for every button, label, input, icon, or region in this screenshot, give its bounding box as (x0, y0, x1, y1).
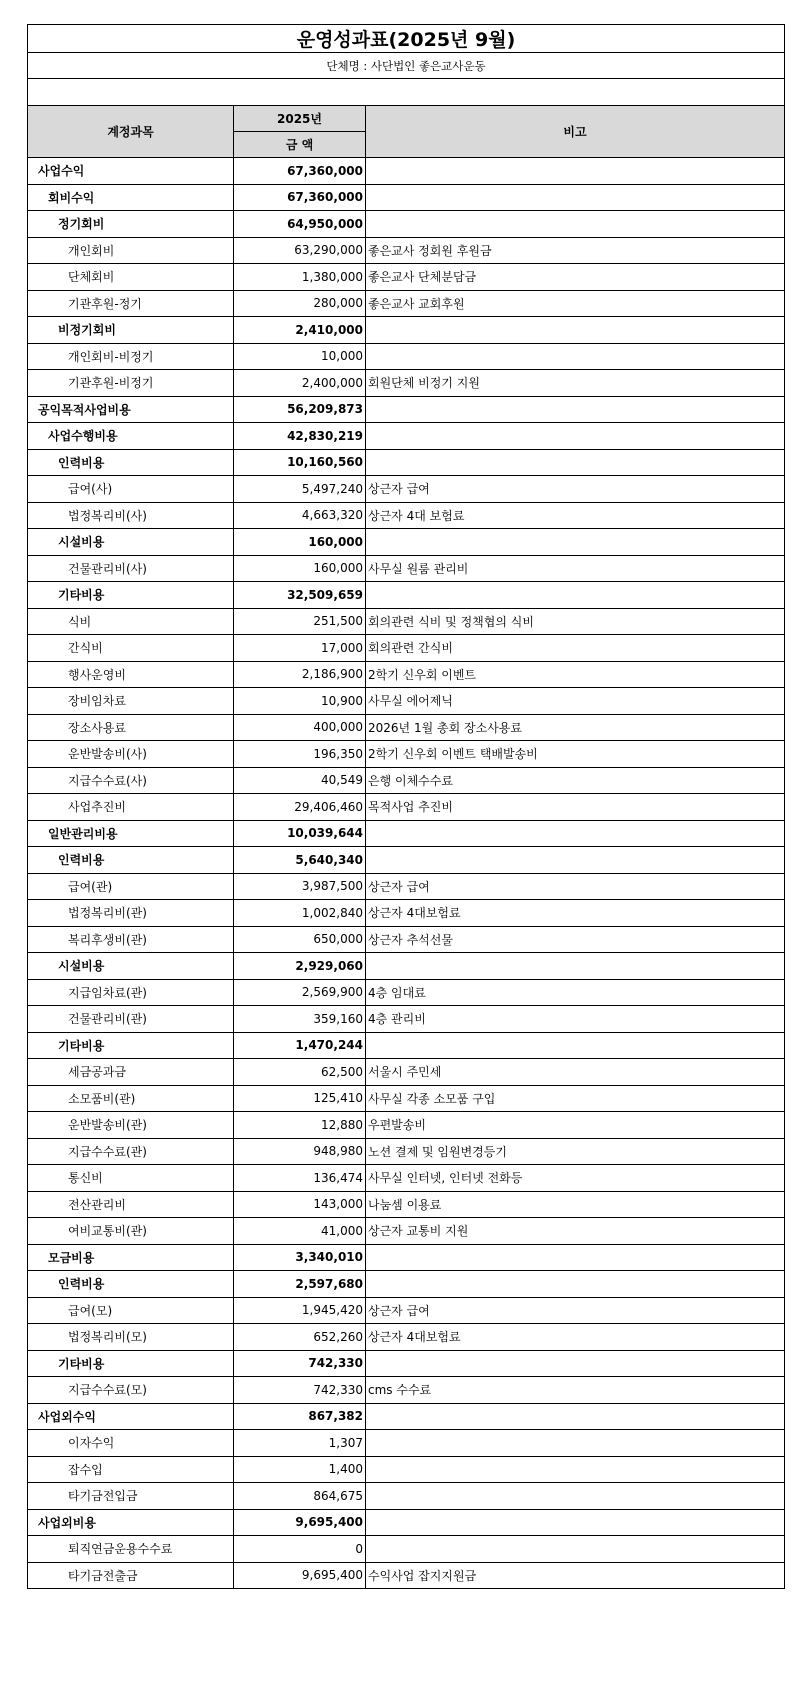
account-amount: 1,945,420 (234, 1297, 366, 1324)
header-amount: 금 액 (234, 132, 366, 158)
account-name: 운반발송비(관) (28, 1112, 234, 1139)
account-amount: 67,360,000 (234, 184, 366, 211)
account-name: 전산관리비 (28, 1191, 234, 1218)
account-name: 급여(관) (28, 873, 234, 900)
account-amount: 9,695,400 (234, 1509, 366, 1536)
report-title: 운영성과표(2025년 9월) (28, 25, 785, 53)
account-amount: 742,330 (234, 1377, 366, 1404)
account-note: 상근자 급여 (366, 873, 785, 900)
table-row (28, 237, 785, 264)
header-note: 비고 (366, 106, 785, 158)
table-row (28, 158, 785, 185)
table-row (28, 370, 785, 397)
account-name: 잡수입 (28, 1456, 234, 1483)
account-amount: 2,597,680 (234, 1271, 366, 1298)
account-amount: 10,000 (234, 343, 366, 370)
table-row (28, 423, 785, 450)
account-amount: 280,000 (234, 290, 366, 317)
table-row (28, 926, 785, 953)
account-note: 상근자 4대보험료 (366, 900, 785, 927)
table-row (28, 1324, 785, 1351)
account-amount: 1,002,840 (234, 900, 366, 927)
account-note (366, 529, 785, 556)
table-row (28, 184, 785, 211)
account-note: 4층 임대료 (366, 979, 785, 1006)
account-name: 기관후원-정기 (28, 290, 234, 317)
account-note (366, 582, 785, 609)
account-note: 상근자 급여 (366, 1297, 785, 1324)
account-note: 2학기 신우회 이벤트 택배발송비 (366, 741, 785, 768)
account-note: 사무실 원룸 관리비 (366, 555, 785, 582)
account-amount: 160,000 (234, 555, 366, 582)
header-year: 2025년 (234, 106, 366, 132)
account-amount: 0 (234, 1536, 366, 1563)
account-amount: 1,307 (234, 1430, 366, 1457)
account-amount: 1,400 (234, 1456, 366, 1483)
account-amount: 10,160,560 (234, 449, 366, 476)
account-amount: 160,000 (234, 529, 366, 556)
account-name: 기타비용 (28, 1032, 234, 1059)
account-note (366, 1403, 785, 1430)
account-note: 2026년 1월 총회 장소사용료 (366, 714, 785, 741)
account-note (366, 317, 785, 344)
account-name: 인력비용 (28, 1271, 234, 1298)
account-name: 일반관리비용 (28, 820, 234, 847)
account-name: 지급수수료(모) (28, 1377, 234, 1404)
table-row (28, 767, 785, 794)
account-name: 단체회비 (28, 264, 234, 291)
account-amount: 143,000 (234, 1191, 366, 1218)
account-name: 비정기회비 (28, 317, 234, 344)
table-row (28, 1112, 785, 1139)
account-name: 여비교통비(관) (28, 1218, 234, 1245)
account-name: 시설비용 (28, 529, 234, 556)
account-note: 상근자 교통비 지원 (366, 1218, 785, 1245)
account-amount: 41,000 (234, 1218, 366, 1245)
account-amount: 42,830,219 (234, 423, 366, 450)
account-note: cms 수수료 (366, 1377, 785, 1404)
table-row (28, 820, 785, 847)
account-note: 상근자 4대 보험료 (366, 502, 785, 529)
account-amount: 62,500 (234, 1059, 366, 1086)
account-name: 법정복리비(사) (28, 502, 234, 529)
table-row (28, 1191, 785, 1218)
account-amount: 867,382 (234, 1403, 366, 1430)
account-note (366, 1350, 785, 1377)
account-name: 사업수행비용 (28, 423, 234, 450)
account-name: 시설비용 (28, 953, 234, 980)
account-note (366, 1536, 785, 1563)
account-name: 건물관리비(관) (28, 1006, 234, 1033)
account-amount: 3,340,010 (234, 1244, 366, 1271)
account-note (366, 211, 785, 238)
account-amount: 67,360,000 (234, 158, 366, 185)
account-amount: 650,000 (234, 926, 366, 953)
account-name: 통신비 (28, 1165, 234, 1192)
account-name: 개인회비-비정기 (28, 343, 234, 370)
account-note: 목적사업 추진비 (366, 794, 785, 821)
account-amount: 1,470,244 (234, 1032, 366, 1059)
organization-name: 단체명 : 사단법인 좋은교사운동 (28, 53, 785, 79)
account-amount: 40,549 (234, 767, 366, 794)
header-account: 계정과목 (28, 106, 234, 158)
table-row (28, 1483, 785, 1510)
account-note (366, 1509, 785, 1536)
table-row (28, 211, 785, 238)
account-name: 이자수익 (28, 1430, 234, 1457)
table-row (28, 1297, 785, 1324)
account-name: 법정복리비(관) (28, 900, 234, 927)
account-note (366, 184, 785, 211)
account-note: 회의관련 간식비 (366, 635, 785, 662)
account-name: 사업추진비 (28, 794, 234, 821)
table-row (28, 873, 785, 900)
table-row (28, 396, 785, 423)
account-note: 은행 이체수수료 (366, 767, 785, 794)
account-name: 인력비용 (28, 449, 234, 476)
table-row (28, 1377, 785, 1404)
account-name: 기타비용 (28, 582, 234, 609)
table-row (28, 714, 785, 741)
table-row (28, 317, 785, 344)
account-note (366, 1430, 785, 1457)
account-amount: 63,290,000 (234, 237, 366, 264)
account-name: 식비 (28, 608, 234, 635)
operating-results-table (27, 24, 785, 1589)
account-note (366, 1271, 785, 1298)
account-note (366, 449, 785, 476)
account-note: 상근자 4대보험료 (366, 1324, 785, 1351)
account-amount: 12,880 (234, 1112, 366, 1139)
table-row (28, 1562, 785, 1589)
table-row (28, 900, 785, 927)
table-row (28, 1536, 785, 1563)
account-note: 우편발송비 (366, 1112, 785, 1139)
table-row (28, 1006, 785, 1033)
account-name: 건물관리비(사) (28, 555, 234, 582)
account-amount: 29,406,460 (234, 794, 366, 821)
table-row (28, 1218, 785, 1245)
table-row (28, 979, 785, 1006)
account-name: 지급임차료(관) (28, 979, 234, 1006)
account-amount: 2,569,900 (234, 979, 366, 1006)
account-amount: 10,039,644 (234, 820, 366, 847)
account-name: 지급수수료(사) (28, 767, 234, 794)
account-name: 기관후원-비정기 (28, 370, 234, 397)
table-row (28, 1350, 785, 1377)
account-name: 법정복리비(모) (28, 1324, 234, 1351)
account-name: 지급수수료(관) (28, 1138, 234, 1165)
table-row (28, 449, 785, 476)
table-row (28, 1085, 785, 1112)
account-note: 2학기 신우회 이벤트 (366, 661, 785, 688)
account-note (366, 1483, 785, 1510)
table-row (28, 1456, 785, 1483)
account-note (366, 847, 785, 874)
table-row (28, 847, 785, 874)
account-amount: 56,209,873 (234, 396, 366, 423)
account-amount: 125,410 (234, 1085, 366, 1112)
blank-row (28, 79, 785, 106)
account-name: 사업외수익 (28, 1403, 234, 1430)
account-amount: 652,260 (234, 1324, 366, 1351)
account-amount: 359,160 (234, 1006, 366, 1033)
table-row (28, 529, 785, 556)
account-note: 4층 관리비 (366, 1006, 785, 1033)
account-amount: 9,695,400 (234, 1562, 366, 1589)
account-name: 복리후생비(관) (28, 926, 234, 953)
account-amount: 10,900 (234, 688, 366, 715)
account-name: 공익목적사업비용 (28, 396, 234, 423)
account-amount: 742,330 (234, 1350, 366, 1377)
account-amount: 2,186,900 (234, 661, 366, 688)
account-amount: 4,663,320 (234, 502, 366, 529)
account-name: 급여(모) (28, 1297, 234, 1324)
table-row (28, 953, 785, 980)
table-row (28, 1138, 785, 1165)
table-row (28, 1059, 785, 1086)
table-row (28, 502, 785, 529)
account-name: 개인회비 (28, 237, 234, 264)
account-name: 장비임차료 (28, 688, 234, 715)
account-amount: 1,380,000 (234, 264, 366, 291)
table-row (28, 476, 785, 503)
account-amount: 2,400,000 (234, 370, 366, 397)
table-row (28, 290, 785, 317)
account-note: 좋은교사 단체분담금 (366, 264, 785, 291)
account-note: 사무실 에어제닉 (366, 688, 785, 715)
account-amount: 5,497,240 (234, 476, 366, 503)
operating-results-sheet (27, 24, 784, 1589)
table-row (28, 688, 785, 715)
account-note: 상근자 추석선물 (366, 926, 785, 953)
account-name: 소모품비(관) (28, 1085, 234, 1112)
account-amount: 64,950,000 (234, 211, 366, 238)
account-note: 사무실 각종 소모품 구입 (366, 1085, 785, 1112)
account-amount: 948,980 (234, 1138, 366, 1165)
account-name: 사업수익 (28, 158, 234, 185)
account-amount: 136,474 (234, 1165, 366, 1192)
account-amount: 864,675 (234, 1483, 366, 1510)
table-row (28, 264, 785, 291)
account-rows (28, 158, 785, 1589)
account-note: 상근자 급여 (366, 476, 785, 503)
account-name: 기타비용 (28, 1350, 234, 1377)
account-note (366, 1456, 785, 1483)
table-row (28, 1271, 785, 1298)
account-amount: 196,350 (234, 741, 366, 768)
account-note (366, 1032, 785, 1059)
account-amount: 5,640,340 (234, 847, 366, 874)
table-row (28, 555, 785, 582)
account-name: 모금비용 (28, 1244, 234, 1271)
account-amount: 251,500 (234, 608, 366, 635)
account-note: 수익사업 잡지지원금 (366, 1562, 785, 1589)
account-note (366, 343, 785, 370)
account-note (366, 423, 785, 450)
table-row (28, 1244, 785, 1271)
table-row (28, 582, 785, 609)
table-row (28, 794, 785, 821)
account-amount: 17,000 (234, 635, 366, 662)
account-name: 간식비 (28, 635, 234, 662)
account-name: 사업외비용 (28, 1509, 234, 1536)
account-name: 정기회비 (28, 211, 234, 238)
account-name: 퇴직연금운용수수료 (28, 1536, 234, 1563)
table-row (28, 635, 785, 662)
account-name: 인력비용 (28, 847, 234, 874)
table-row (28, 1165, 785, 1192)
account-note: 좋은교사 정회원 후원금 (366, 237, 785, 264)
table-row (28, 1032, 785, 1059)
account-note (366, 1244, 785, 1271)
account-name: 세금공과금 (28, 1059, 234, 1086)
account-amount: 3,987,500 (234, 873, 366, 900)
account-name: 급여(사) (28, 476, 234, 503)
table-row (28, 608, 785, 635)
account-name: 행사운영비 (28, 661, 234, 688)
account-amount: 400,000 (234, 714, 366, 741)
account-note: 회의관련 식비 및 정책협의 식비 (366, 608, 785, 635)
account-note (366, 953, 785, 980)
account-note: 서울시 주민세 (366, 1059, 785, 1086)
account-amount: 32,509,659 (234, 582, 366, 609)
account-name: 운반발송비(사) (28, 741, 234, 768)
table-row (28, 1509, 785, 1536)
account-note: 노션 결제 및 임원변경등기 (366, 1138, 785, 1165)
table-row (28, 741, 785, 768)
table-row (28, 1430, 785, 1457)
table-row (28, 1403, 785, 1430)
account-note: 나눔셈 이용료 (366, 1191, 785, 1218)
account-note (366, 396, 785, 423)
table-row (28, 661, 785, 688)
account-note: 좋은교사 교회후원 (366, 290, 785, 317)
account-note: 사무실 인터넷, 인터넷 전화등 (366, 1165, 785, 1192)
account-name: 타기금전출금 (28, 1562, 234, 1589)
account-amount: 2,929,060 (234, 953, 366, 980)
account-note (366, 158, 785, 185)
account-name: 회비수익 (28, 184, 234, 211)
account-amount: 2,410,000 (234, 317, 366, 344)
account-name: 타기금전입금 (28, 1483, 234, 1510)
account-note (366, 820, 785, 847)
account-name: 장소사용료 (28, 714, 234, 741)
account-note: 회원단체 비정기 지원 (366, 370, 785, 397)
table-row (28, 343, 785, 370)
